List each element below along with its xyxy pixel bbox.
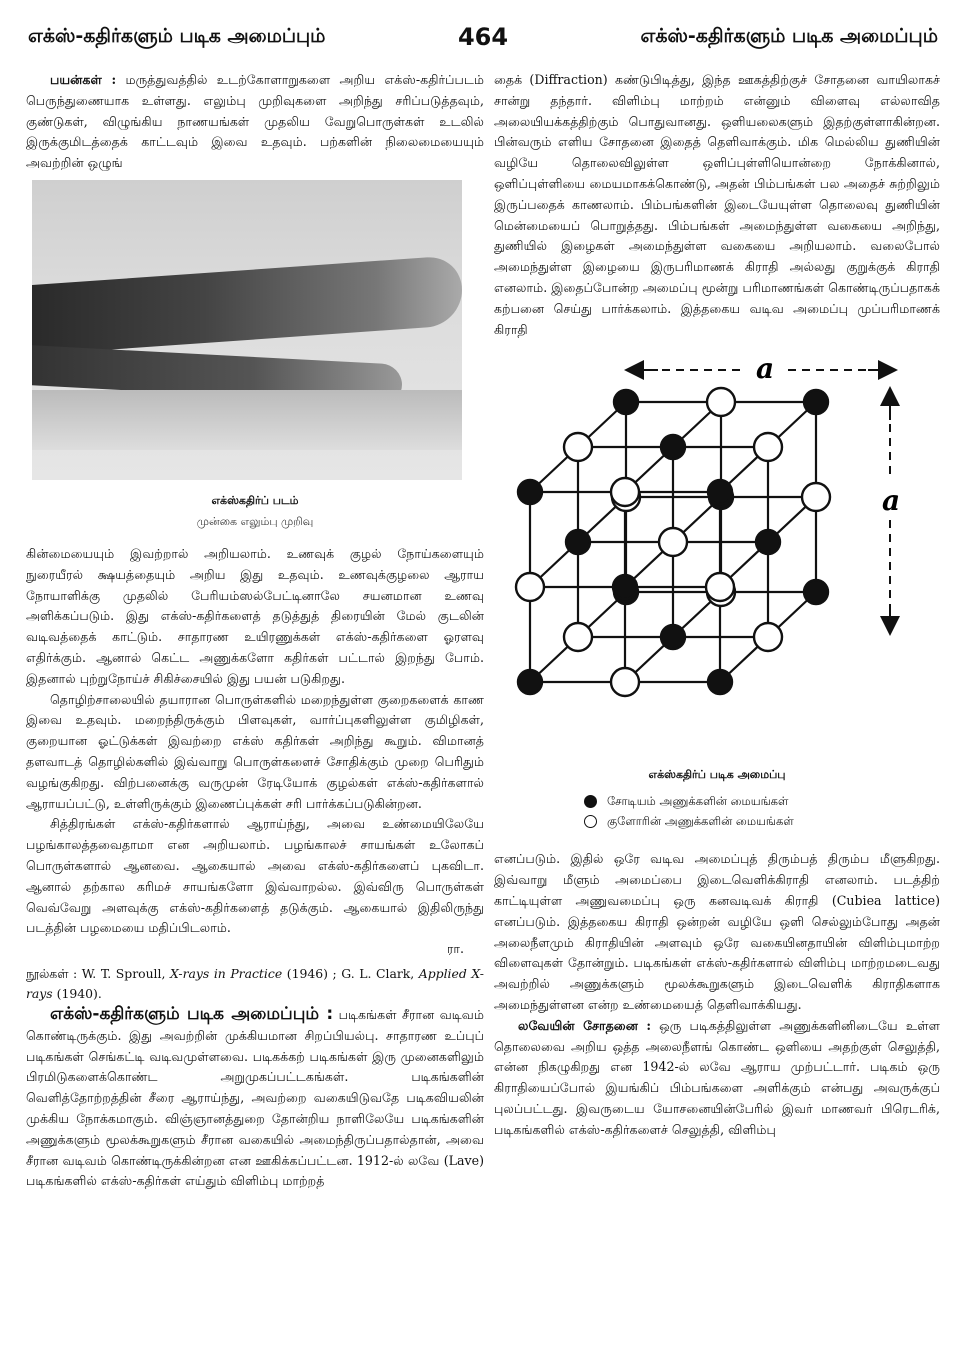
figure-legend [584, 791, 940, 831]
lattice-constant-top: a [756, 352, 775, 386]
lattice-constant-side: a [882, 484, 901, 518]
sodium-atom [756, 530, 780, 554]
chlorine-atom [611, 668, 639, 696]
right-column [494, 70, 940, 1141]
sodium-atom [518, 480, 542, 504]
industry-paragraph: தொழிற்சாலையில் தயாரான பொருள்களில் மறைந்துள்ள குறைகளைக் காண இவை உதவும். மறைந்திருக்கும் பிளவுகள், வார்ப்புகளிலுள்ள குமிழிகள், குறையான ஓட்டுக்கள் இவற்றை எக்ஸ் கதிர்கள் அறிந்து கூறும். விமானத் தளவாடத் தொழில்களில் இவ்வாறு பொருள்களைச் சோதிக்கும் முறை பெரிதும் வழங்குகிறது. விற்பனைக்கு வருமுன் ரேடியோக் குழல்கள் எக்ஸ்-கதிர்களால் ஆராயப்பட்டு, உள்ளிருக்கும் இணைப்புக்கள் சரி பார்க்கப்படுகின்றன. [26, 691, 484, 811]
chlorine-atom [754, 623, 782, 651]
author-signature: ரா. [446, 941, 464, 957]
legend-chlorine-label: குளோரின் அணுக்களின் மையங்கள் [607, 814, 794, 829]
chlorine-atom [611, 478, 639, 506]
section-text: படிகங்கள் சீரான வடிவம் கொண்டிருக்கும். இது அவற்றின் முக்கியமான சிறப்பியல்பு. சாதாரண உப்புப் படிகங்கள் செங்கட்டி வடிவமுள்ளவை. படிகக்கற் படிகங்கள் இரு முனைகளிலும் பிரமிடுகளைக்கொண்ட அறுமுகப்பட்டகங்கள். படிகங்களின் வெளித்தோற்றத்தின் சீரை ஆராய்ந்து, அவற்றை வகையிடுவதே படிகவியலின் முக்கிய நோக்கமாகும். விஞ்ஞானத்துறை தோன்றிய நாளிலேயே படிகங்களின் அணுக்களும் மூலக்கூறுகளும் சீரான வகையில் அமைந்திருப்பதால்தான், அவை சீரான வடிவம் கொண்டிருக்கின்றன என ஊகிக்கப்பட்டன. 1912-ல் லவே (Lave) படிகங்களில் எக்ஸ்-கதிர்கள் எய்தும் விளிம்பு மாற்றத் [26, 1006, 484, 1189]
diffraction-paragraph: தைக் (Diffraction) கண்டுபிடித்து, இந்த ஊகத்திற்குச் சோதனை வாயிலாகச் சான்று தந்தார். விளிம்பு மாற்றம் என்னும் விளைவு எல்லாவித அலையியக்கத்திற்கும் பொதுவானது. ஒளியலைகளும் இதற்குள்ளாகின்றன. பின்வரும் எளிய சோதனை இதைத் தெளிவாக்கும். மிக மெல்லிய துணியின் வழியே தொலைவிலுள்ள ஒளிப்புள்ளியொன்றை நோக்கினால், ஒளிப்புள்ளியை மையமாகக்கொண்டு, அதன் பிம்பங்கள் பல அதைச் சுற்றிலும் இருப்பதைக் காணலாம். பிம்பங்களின் இடையேயுள்ள தொலைவு துணியின் மென்மையைப் பொறுத்தது. பிம்பங்கள் அமைந்துள்ள வகையை அறிந்து, துணியில் இழைகள் அமைந்துள்ள வகையை அறியலாம். வலைபோல் அமைந்துள்ள இழையை இருபரிமாணக் கிராதி அல்லது குறுக்குக் கிராதி எனலாம். இதைப்போன்ற அமைப்பு மூன்று பரிமாணங்கள் கொண்டிருப்பதாகக் கற்பனை செய்து பார்க்கலாம். இத்தகைய வடிவ அமைப்பு முப்பரிமாணக் கிராதி [494, 72, 940, 337]
running-title-right: எக்ஸ்-கதிர்களும் படிக அமைப்பும் [640, 24, 938, 47]
uses-text: மருத்துவத்தில் உடற்கோளாறுகளை அறிய எக்ஸ்-கதிர்ப்படம் பெருந்துணையாக உள்ளது. எலும்பு முறிவுகளை அறிந்து சரிப்படுத்தவும், குண்டுகள், விழுங்கிய நாணயங்கள் முதலிய வேறுபொருள்கள் உடலில் இருக்குமிடத்தைக் காட்டவும் இவை உதவும். பற்களின் நிலைமையையும் அவற்றின் ஒழுங் [26, 72, 484, 171]
figure-caption: எக்ஸ்கதிர்ப் படிக அமைப்பு [648, 768, 786, 782]
ref1-year: (1946) ; [286, 965, 337, 981]
chlorine-atom [754, 433, 782, 461]
chlorine-atom [706, 573, 734, 601]
chlorine-atom [659, 528, 687, 556]
page-number: 464 [457, 23, 509, 51]
sodium-atom [708, 480, 732, 504]
sodium-atom [661, 625, 685, 649]
chlorine-atom [564, 623, 592, 651]
photo-subcaption: முன்கை எலும்பு முறிவு [196, 514, 314, 528]
crystal-section [26, 1004, 484, 1192]
medical-paragraph: கின்மையையும் இவற்றால் அறியலாம். உணவுக் குழல் நோய்களையும் நுரையீரல் க்ஷயத்தையும் அறிய இது உதவும். உணவுக்குழலை ஆராய நோயாளிக்கு முதலில் பேரியம்ஸல்பேட்டினாலே சயனமான உணவு அளிக்கப்படும். இது எக்ஸ்-கதிர்களைத் தடுத்துத் திரையின் மேல் குடலின் வடிவத்தைக் காட்டும். சாதாரண உயிரணுக்கள் எக்ஸ்-கதிர்களை ஓரளவு எதிர்க்கும். ஆனால் கெட்ட அணுக்களோ கதிர்கள் பட்டால் இறந்து போம். இதனால் புற்றுநோய்ச் சிகிச்சையில் இது பயன் படுகிறது. [26, 545, 484, 686]
xray-photo [32, 180, 462, 480]
legend-item-sodium [584, 791, 940, 811]
lattice-paragraph: எனப்படும். இதில் ஒரே வடிவ அமைப்புத் திரும்பத் திரும்ப மீளுகிறது. இவ்வாறு மீளும் அமைப்பை இடைவெளிக்கிராதி எனலாம். படத்திற் காட்டியுள்ள அணுவமைப்பு ஒரு கனவடிவக் கிராதி (Cubiea lattice) எனப்படும். இத்தகைய கிராதி ஒன்றன் வழியே ஒளி செல்லும்போது அதன் அலைநீளமும் கிராதியின் அளவும் ஒரே வகையினதாயின் விளிம்புமாற்ற விளைவுகள் தோன்றும். படிகங்கள் எக்ஸ்-கதிர்களால் விளிம்பு மாற்றமடைவது அவற்றில் அணுக்களும் மூலக்கூறுகளும் இடைவெளிக் கிராதிகளாக அமைந்துள்ளன என்ற உண்மையைத் தெளிவாக்கியது. [494, 851, 940, 1012]
running-title-left: எக்ஸ்-கதிர்களும் படிக அமைப்பும் [28, 24, 326, 47]
chlorine-atom [516, 573, 544, 601]
laue-text: ஒரு படிகத்திலுள்ள அணுக்களினிடையே உள்ள தொலைவை அறிய ஒத்த அலைநீளங் கொண்ட ஒளியை அதற்குள் செலுத்தி, என்ன நிகழுகிறது என 1942-ல் லவே ஆராய முற்பட்டார். படிகம் ஒரு கிராதியைப்போல் இயங்கிப் பிம்பங்களை அளிக்கும் என்பது அவருக்குப் புலப்பட்டது. இவருடைய யோசனையின்பேரில் இவர் மாணவர் பிரெடரிக், படிகங்களில் எக்ஸ்-கதிர்களைச் செலுத்தி, விளிம்பு [494, 1017, 940, 1137]
uses-heading: பயன்கள் : [50, 72, 117, 87]
sodium-atom [661, 435, 685, 459]
section-title: எக்ஸ்-கதிர்களும் படிக அமைப்பும் : [50, 1003, 334, 1024]
references-label: நூல்கள் : [26, 965, 78, 981]
sodium-atom [614, 390, 638, 414]
sodium-atom [708, 670, 732, 694]
references [26, 964, 484, 1004]
sodium-atom [518, 670, 542, 694]
chlorine-atom [707, 388, 735, 416]
ref2-author: G. L. Clark, [341, 965, 415, 981]
sodium-atom [804, 390, 828, 414]
legend-sodium-label: சோடியம் அணுக்களின் மையங்கள் [607, 794, 789, 809]
filled-dot-icon [584, 795, 597, 808]
chlorine-atom [564, 433, 592, 461]
ref1-title: X-rays in Practice [170, 965, 283, 981]
sodium-atom [566, 530, 590, 554]
crystal-lattice-diagram [498, 350, 934, 760]
legend-item-chlorine [584, 811, 940, 831]
laue-paragraph [494, 1016, 940, 1141]
ref2-title: Applied X-rays [26, 965, 484, 1001]
sodium-atom [804, 580, 828, 604]
uses-paragraph [26, 70, 484, 174]
sodium-atom [613, 575, 637, 599]
chlorine-atom [802, 483, 830, 511]
page-header [28, 20, 938, 54]
ref1-author: W. T. Sproull, [81, 965, 166, 981]
xray-photo-figure [26, 180, 484, 530]
ref2-year: (1940). [56, 985, 102, 1001]
left-column [26, 70, 484, 1192]
laue-heading: லவேயின் சோதனை : [518, 1017, 652, 1033]
paintings-paragraph: சித்திரங்கள் எக்ஸ்-கதிர்களால் ஆராய்ந்து, அவை உண்மையிலேயே பழங்காலத்தவைதாமா என அறியலாம். பழங்காலச் சாயங்கள் உலோகப் பொருள்களால் ஆனவை. ஆகையால் அவை எக்ஸ்-கதிர்களைப் புகவிடா. ஆனால் தற்கால கரிமச் சாயங்களோ இவ்வாறல்ல. இவ்விரு பொருள்கள் வெவ்வேறு அளவுக்கு எக்ஸ்-கதிர்களைத் தடுக்கும். ஆகையால் இதிலிருந்து படத்தின் பழமையை மதிப்பிடலாம். [26, 816, 484, 936]
photo-caption: எக்ஸ்கதிர்ப் படம் [211, 493, 299, 507]
open-dot-icon [584, 815, 597, 828]
